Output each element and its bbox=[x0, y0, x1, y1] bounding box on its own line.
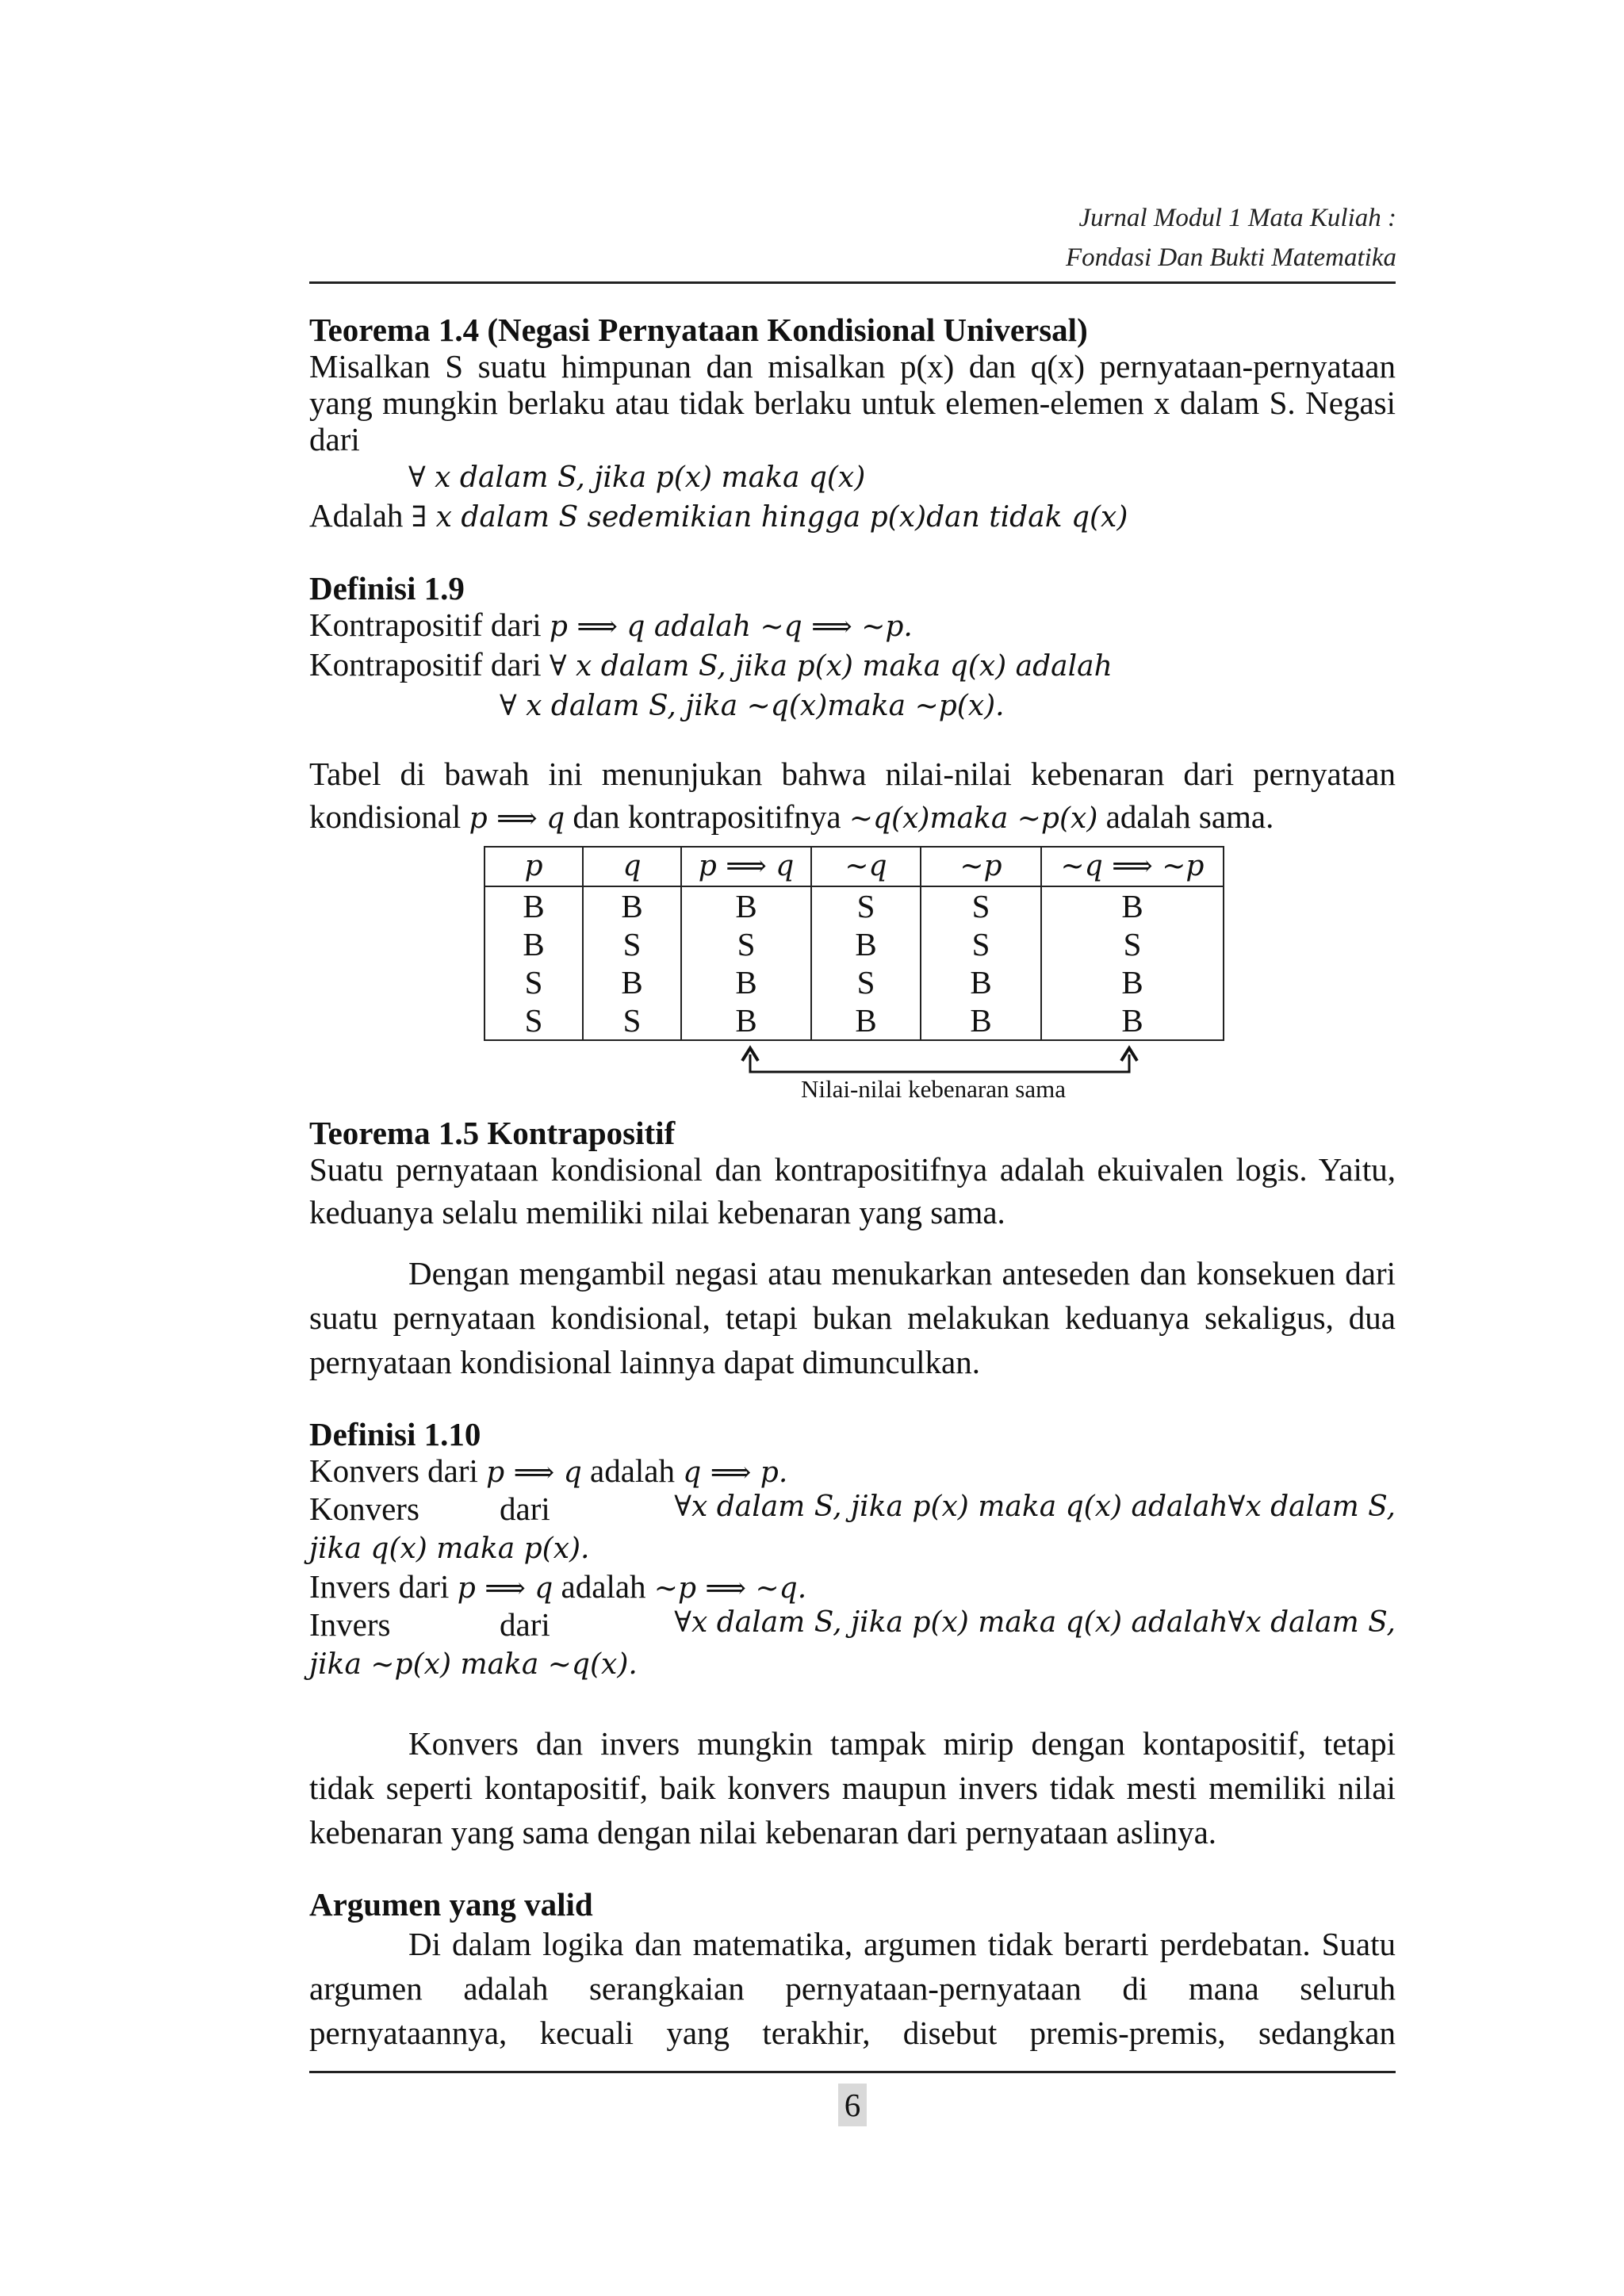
table-cell: S bbox=[583, 1001, 681, 1040]
header-cell: p ⟹ q bbox=[681, 847, 811, 886]
theorem-1-5-line-2: keduanya selalu memiliki nilai kebenaran yang sama. bbox=[309, 1194, 1005, 1230]
text: Adalah bbox=[309, 497, 404, 534]
paragraph-1 bbox=[309, 1254, 1396, 1387]
argument-title: Argumen yang valid bbox=[309, 1886, 593, 1923]
table-cell: B bbox=[811, 925, 921, 963]
header-cell: p bbox=[485, 847, 583, 886]
definition-1-10 bbox=[309, 1415, 1396, 1683]
text: dari bbox=[500, 1606, 550, 1643]
table-cell: S bbox=[583, 925, 681, 963]
argument-line-1: Di dalam logika dan matematika, argumen tidak berarti perdebatan. Suatu bbox=[408, 1926, 1396, 1962]
table-cell: B bbox=[681, 1001, 811, 1040]
definition-1-10-line-5 bbox=[309, 1605, 1396, 1644]
table-intro-line-1: Tabel di bawah ini menunjukan bahwa nilai-nilai kebenaran dari pernyataan bbox=[309, 756, 1396, 792]
table-cell: S bbox=[681, 925, 811, 963]
paragraph-1-line-1: Dengan mengambil negasi atau menukarkan anteseden dan konsekuen dari bbox=[408, 1255, 1396, 1292]
definition-1-10-line-1 bbox=[309, 1452, 1396, 1490]
formula: ~p ⟹ ~q. bbox=[653, 1572, 807, 1605]
formula: p ⟹ q bbox=[457, 1572, 553, 1605]
paragraph-2 bbox=[309, 1724, 1396, 1858]
formula: jika ~p(x) maka ~q(x). bbox=[309, 1648, 638, 1681]
formula: ∃ x dalam S sedemikian hingga p(x)dan tidak q(x) bbox=[411, 501, 1128, 534]
text: Invers dari bbox=[309, 1568, 450, 1605]
paragraph-2-line-1: Konvers dan invers mungkin tampak mirip dengan kontapositif, tetapi bbox=[408, 1725, 1396, 1762]
paragraph-2-line-2: tidak seperti kontapositif, baik konvers maupun invers tidak mesti memiliki nilai bbox=[309, 1770, 1396, 1806]
table-cell: B bbox=[921, 1001, 1041, 1040]
table-cell: S bbox=[485, 1001, 583, 1040]
argument-line-3: pernyataannya, kecuali yang terakhir, disebut premis-premis, sedangkan bbox=[309, 2015, 1396, 2051]
text: Konvers dari bbox=[309, 1452, 478, 1489]
text: Konvers bbox=[309, 1490, 419, 1527]
table-cell: B bbox=[811, 1001, 921, 1040]
header-cell: ~q ⟹ ~p bbox=[1041, 847, 1224, 886]
text: Kontrapositif dari bbox=[309, 646, 542, 683]
theorem-1-4-line-2: yang mungkin berlaku atau tidak berlaku untuk elemen-elemen x dalam S. Negasi bbox=[309, 385, 1396, 421]
theorem-1-5-title: Teorema 1.5 Kontrapositif bbox=[309, 1115, 676, 1151]
formula: ∀ x dalam S, jika p(x) maka q(x) bbox=[408, 461, 866, 494]
table-cell: B bbox=[583, 963, 681, 1001]
table-cell: B bbox=[485, 886, 583, 925]
table-cell: B bbox=[485, 925, 583, 963]
formula: ∀x dalam S, jika p(x) maka q(x) adalah∀x dalam S, bbox=[674, 1490, 1396, 1523]
table-cell: S bbox=[485, 963, 583, 1001]
table-caption: Nilai-nilai kebenaran sama bbox=[801, 1075, 1066, 1103]
footer-rule bbox=[309, 2071, 1396, 2073]
paragraph-1-line-3: pernyataan kondisional lainnya dapat dimunculkan. bbox=[309, 1344, 980, 1380]
paragraph-1-line-2: suatu pernyataan kondisional, tetapi bukan melakukan keduanya sekaligus, dua bbox=[309, 1299, 1396, 1336]
formula: ~q(x)maka ~p(x) bbox=[848, 802, 1098, 835]
table-cell: B bbox=[681, 963, 811, 1001]
theorem-1-5 bbox=[309, 1114, 1396, 1236]
argument-section bbox=[309, 1885, 1396, 2058]
header-cell: ~p bbox=[921, 847, 1041, 886]
text: Kontrapositif dari bbox=[309, 607, 542, 643]
definition-1-10-line-4 bbox=[309, 1567, 1396, 1605]
table-cell: B bbox=[1041, 1001, 1224, 1040]
formula: ∀x dalam S, jika p(x) maka q(x) adalah∀x dalam S, bbox=[674, 1606, 1396, 1639]
text: dari bbox=[500, 1490, 550, 1527]
formula: p ⟹ q bbox=[486, 1456, 582, 1489]
formula: ∀ x dalam S, jika ~q(x)maka ~p(x). bbox=[500, 690, 1005, 722]
text: Invers bbox=[309, 1606, 391, 1643]
table-cell: B bbox=[583, 886, 681, 925]
table-cell: S bbox=[1041, 925, 1224, 963]
header-cell: q bbox=[583, 847, 681, 886]
text: adalah bbox=[590, 1452, 675, 1489]
table-cell: S bbox=[921, 886, 1041, 925]
definition-1-10-line-6 bbox=[309, 1644, 1396, 1683]
definition-1-10-title: Definisi 1.10 bbox=[309, 1416, 481, 1452]
text: adalah bbox=[561, 1568, 646, 1605]
theorem-1-4-line-1: Misalkan S suatu himpunan dan misalkan p(x) dan q(x) pernyataan-pernyataan bbox=[309, 348, 1396, 385]
formula: ∀ x dalam S, jika p(x) maka q(x) adalah bbox=[549, 650, 1113, 683]
theorem-1-4-line-3: dari bbox=[309, 421, 360, 457]
table-cell: S bbox=[811, 886, 921, 925]
page-number: 6 bbox=[838, 2084, 867, 2126]
table-cell: B bbox=[921, 963, 1041, 1001]
table-cell: S bbox=[921, 925, 1041, 963]
text: kondisional bbox=[309, 798, 462, 835]
formula: q ⟹ p. bbox=[683, 1456, 788, 1489]
theorem-1-5-line-1: Suatu pernyataan kondisional dan kontrapositifnya adalah ekuivalen logis. Yaitu, bbox=[309, 1151, 1396, 1188]
formula: p ⟹ q adalah ~q ⟹ ~p. bbox=[549, 610, 913, 643]
formula: jika q(x) maka p(x). bbox=[309, 1533, 590, 1565]
header-line-1: Jurnal Modul 1 Mata Kuliah : bbox=[1078, 204, 1396, 232]
table-cell: S bbox=[811, 963, 921, 1001]
definition-1-10-line-2 bbox=[309, 1490, 1396, 1528]
theorem-1-4-title: Teorema 1.4 (Negasi Pernyataan Kondisional Universal) bbox=[309, 312, 1088, 348]
text: dan kontrapositifnya bbox=[573, 798, 841, 835]
table-cell: B bbox=[681, 886, 811, 925]
bracket-line bbox=[750, 1054, 1129, 1072]
header-line-2: Fondasi Dan Bukti Matematika bbox=[1065, 243, 1396, 272]
text: adalah sama. bbox=[1105, 798, 1274, 835]
argument-line-2: argumen adalah serangkaian pernyataan-pernyataan di mana seluruh bbox=[309, 1970, 1396, 2007]
paragraph-2-line-3: kebenaran yang sama dengan nilai kebenaran dari pernyataan aslinya. bbox=[309, 1814, 1217, 1850]
formula: p ⟹ q bbox=[469, 802, 565, 835]
definition-1-10-line-3 bbox=[309, 1528, 1396, 1567]
table-cell: B bbox=[1041, 963, 1224, 1001]
table-cell: B bbox=[1041, 886, 1224, 925]
definition-1-9-title: Definisi 1.9 bbox=[309, 570, 465, 607]
header-cell: ~q bbox=[811, 847, 921, 886]
